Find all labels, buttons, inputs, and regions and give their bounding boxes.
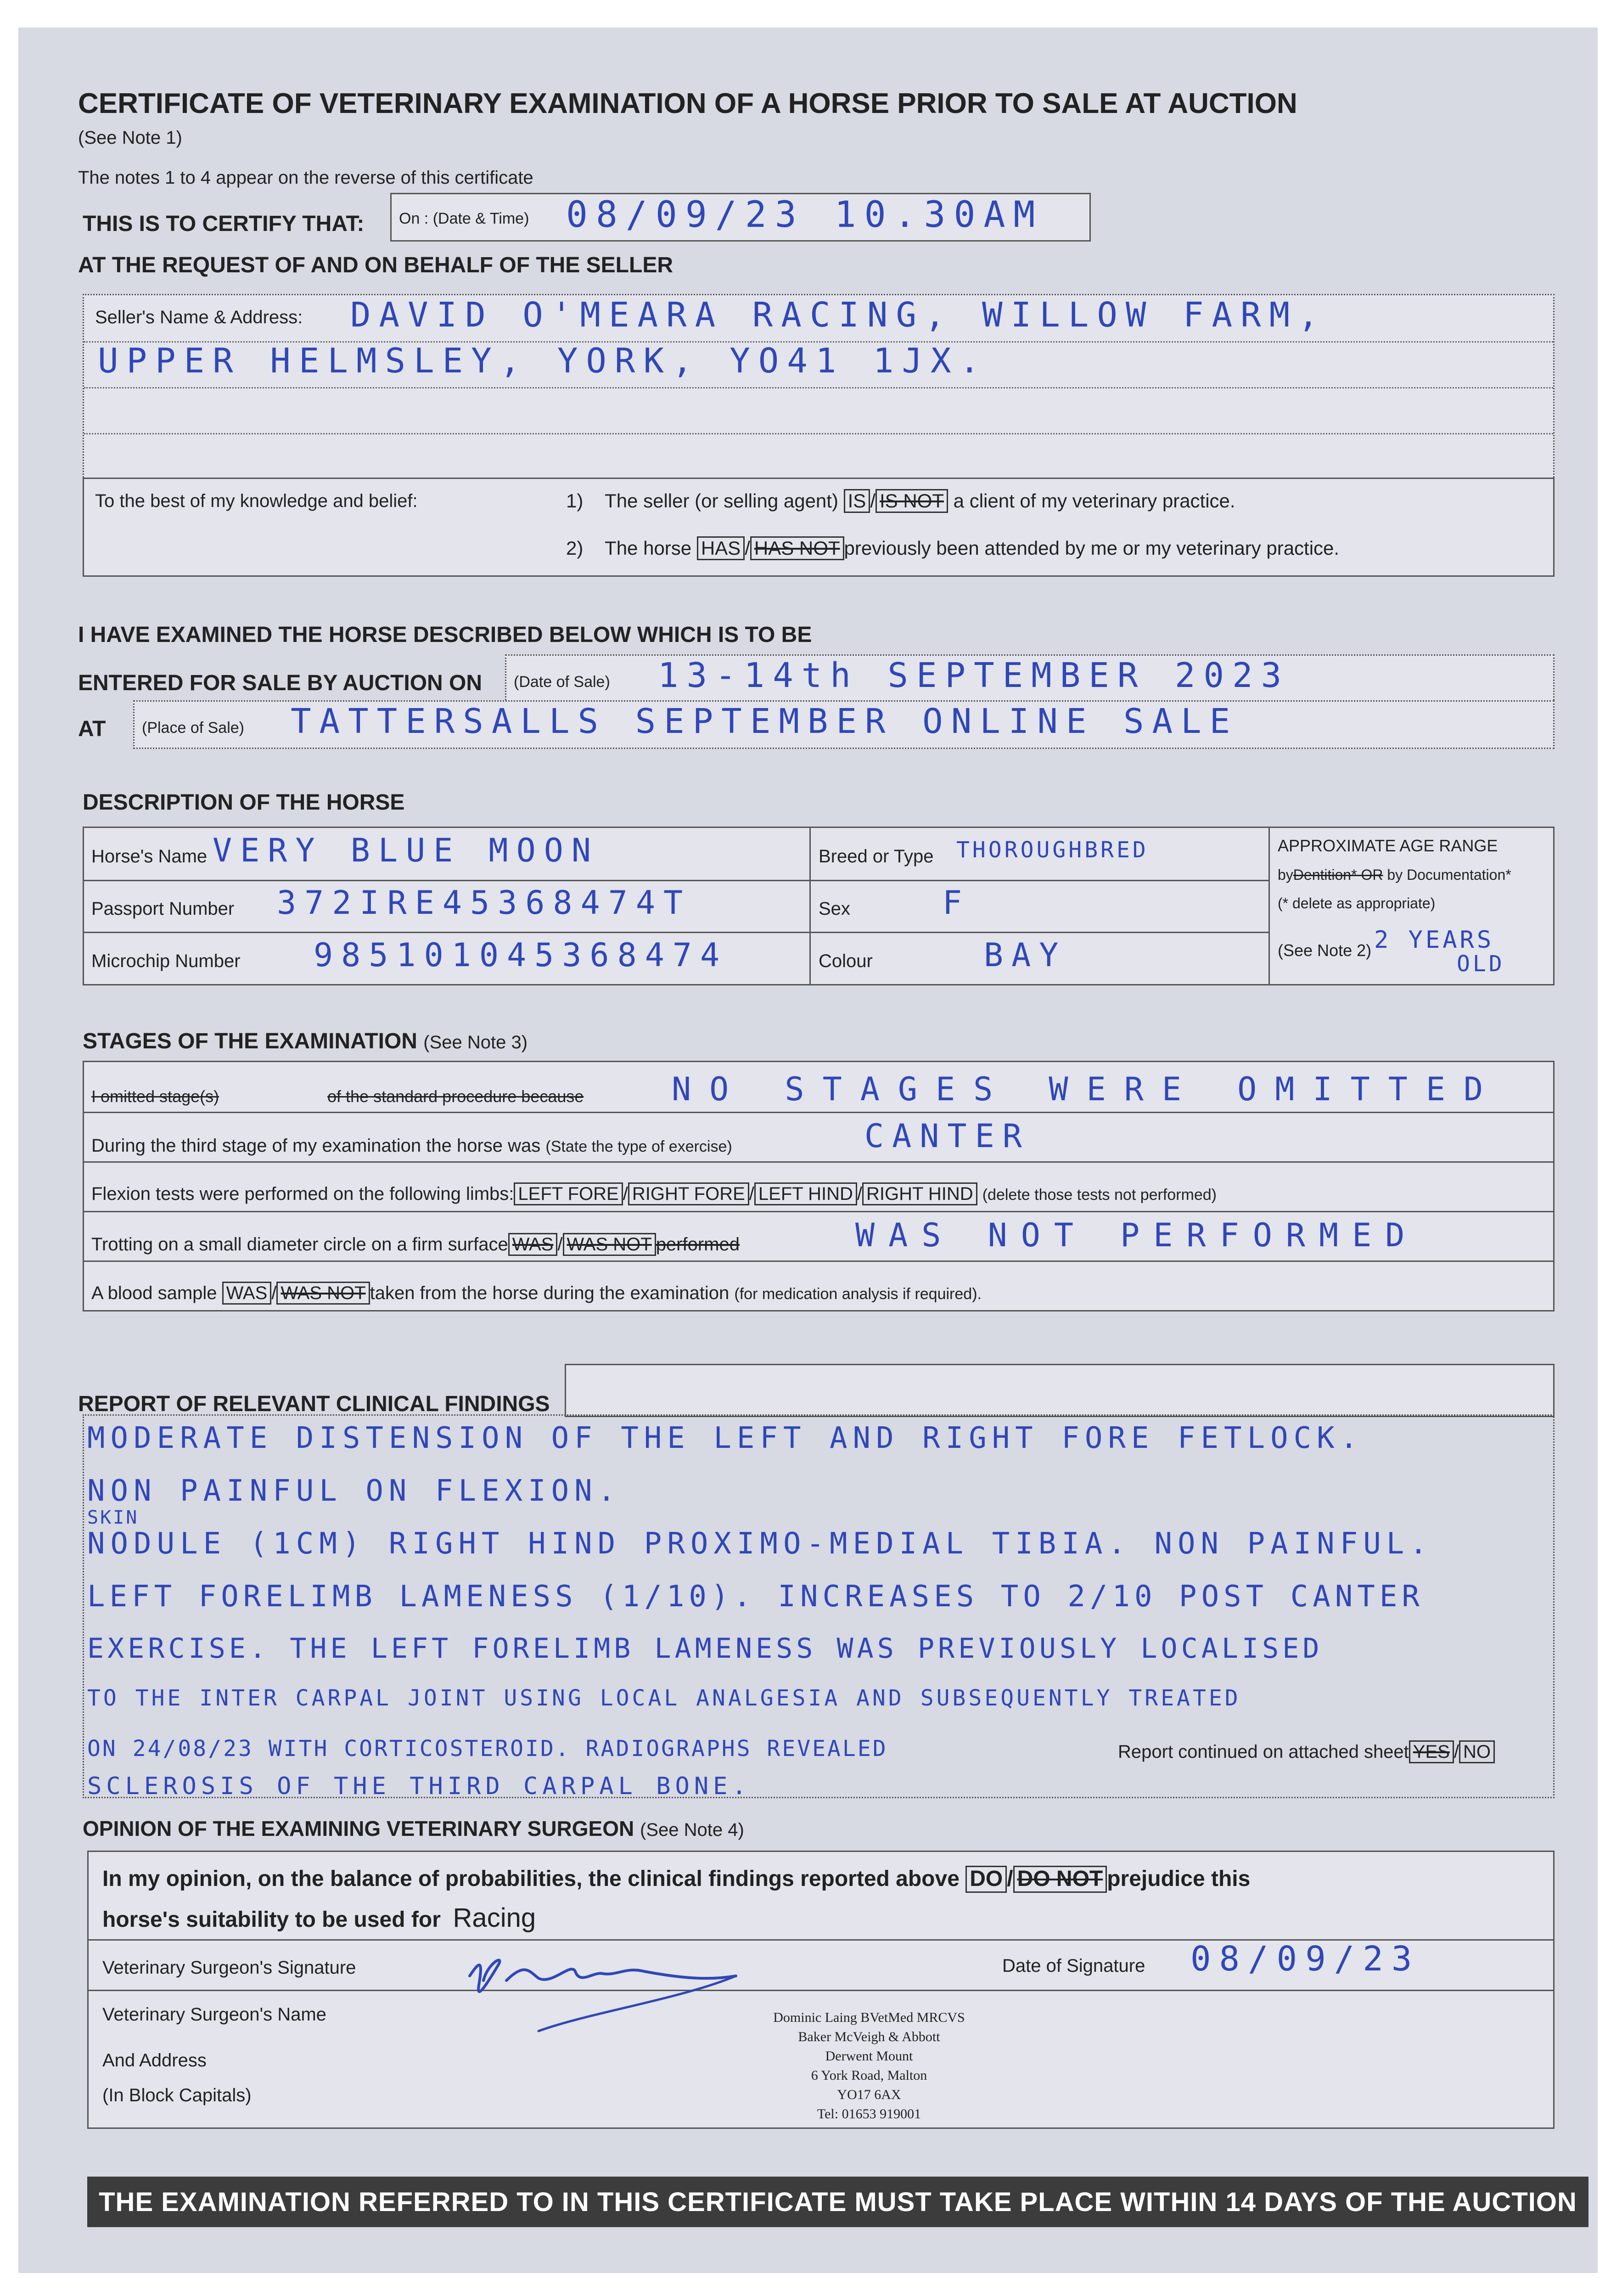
omitted-label-1: I omitted stage(s)	[91, 1087, 219, 1106]
date-of-sale-field[interactable]	[505, 654, 1555, 703]
seller-label: Seller's Name & Address:	[95, 307, 303, 327]
breed-value: THOROUGHBRED	[956, 837, 1149, 863]
has-option[interactable]: HAS	[697, 536, 745, 560]
microchip-value: 985101045368474	[314, 936, 728, 974]
report-skin-note: SKIN	[87, 1507, 139, 1528]
place-of-sale-value: TATTERSALLS SEPTEMBER ONLINE SALE	[291, 702, 1239, 741]
at-label: AT	[78, 717, 106, 741]
stages-heading-row: STAGES OF THE EXAMINATION (See Note 3)	[83, 1029, 528, 1053]
report-heading-box	[565, 1364, 1555, 1417]
belief-2: 2) The horse HAS / HAS NOT previously been attended by me or my veterinary practice.	[566, 536, 1339, 560]
date-time-value: 08/09/23 10.30AM	[566, 194, 1044, 236]
description-heading: DESCRIPTION OF THE HORSE	[83, 790, 405, 815]
report-line-3: NODULE (1CM) RIGHT HIND PROXIMO-MEDIAL TIBIA. NON PAINFUL.	[87, 1527, 1433, 1561]
opinion-do[interactable]: DO	[965, 1866, 1007, 1893]
seller-line2: UPPER HELMSLEY, YORK, YO41 1JX.	[98, 341, 988, 381]
horse-name-value: VERY BLUE MOON	[213, 832, 600, 869]
report-continued: Report continued on attached sheet YES / NO	[1118, 1740, 1495, 1763]
date-of-sale-value: 13-14th SEPTEMBER 2023	[658, 656, 1290, 695]
breed-label: Breed or Type	[819, 846, 934, 867]
opinion-line-2: horse's suitability to be used for Racing	[102, 1903, 536, 1933]
horse-name-label: Horse's Name	[91, 846, 208, 867]
trot-value: WAS NOT PERFORMED	[855, 1216, 1419, 1254]
certificate-sheet	[18, 28, 1598, 2273]
report-line-1: MODERATE DISTENSION OF THE LEFT AND RIGHT FORE FETLOCK.	[87, 1421, 1364, 1455]
date-time-label: On : (Date & Time)	[399, 210, 529, 227]
vet-stamp: Dominic Laing BVetMed MRCVS Baker McVeigh & Abbott Derwent Mount 6 York Road, Malton YO17 6AX Tel: 01653 919001	[773, 2010, 965, 2122]
footer-banner: THE EXAMINATION REFERRED TO IN THIS CERTIFICATE MUST TAKE PLACE WITHIN 14 DAYS OF THE AUCTION	[87, 2177, 1588, 2227]
third-stage-label: During the third stage of my examination the horse was (State the type of exercise)	[91, 1136, 732, 1156]
is-not-option[interactable]: IS NOT	[876, 489, 948, 513]
report-line-7: ON 24/08/23 WITH CORTICOSTEROID. RADIOGRAPHS REVEALED	[87, 1736, 888, 1761]
certificate-title: CERTIFICATE OF VETERINARY EXAMINATION OF A HORSE PRIOR TO SALE AT AUCTION	[78, 88, 1297, 119]
see-note-1: (See Note 1)	[78, 128, 182, 148]
third-stage-value: CANTER	[864, 1117, 1030, 1155]
entered-label: ENTERED FOR SALE BY AUCTION ON	[78, 671, 483, 695]
belief-1: 1) The seller (or selling agent) IS / IS NOT a client of my veterinary practice.	[566, 489, 1235, 513]
passport-value: 372IRE45368474T	[277, 884, 691, 922]
examined-label: I HAVE EXAMINED THE HORSE DESCRIBED BELOW WHICH IS TO BE	[78, 623, 812, 647]
place-of-sale-label: (Place of Sale)	[142, 719, 244, 737]
date-of-signature-label: Date of Signature	[1002, 1956, 1145, 1976]
horse-description-table	[83, 827, 1555, 985]
signature-label: Veterinary Surgeon's Signature	[102, 1958, 356, 1978]
report-line-8: SCLEROSIS OF THE THIRD CARPAL BONE.	[87, 1773, 751, 1800]
age-value-1: 2 YEARS	[1374, 926, 1494, 954]
colour-label: Colour	[819, 951, 873, 971]
report-line-5: EXERCISE. THE LEFT FORELIMB LAMENESS WAS PREVIOUSLY LOCALISED	[87, 1632, 1323, 1665]
belief-label: To the best of my knowledge and belief:	[95, 491, 418, 511]
flexion-right-hind[interactable]: RIGHT HIND	[862, 1182, 977, 1205]
dentition-option[interactable]: Dentition* OR	[1293, 867, 1383, 883]
opinion-use-value: Racing	[453, 1903, 536, 1933]
belief-box	[83, 478, 1555, 577]
trot-was-not[interactable]: WAS NOT	[563, 1233, 656, 1256]
opinion-do-not[interactable]: DO NOT	[1013, 1866, 1107, 1893]
date-of-sale-label: (Date of Sale)	[514, 673, 610, 691]
documentation-option[interactable]: by Documentation*	[1387, 867, 1511, 883]
age-method: byDentition* OR by Documentation*	[1278, 867, 1511, 883]
vet-address-label: And Address	[102, 2050, 207, 2071]
continued-yes[interactable]: YES	[1409, 1740, 1454, 1763]
report-line-2: NON PAINFUL ON FLEXION.	[87, 1474, 621, 1508]
blood-row: A blood sample WAS / WAS NOT taken from the horse during the examination (for medication analysis if required).	[91, 1282, 982, 1305]
age-heading: APPROXIMATE AGE RANGE	[1278, 836, 1498, 855]
flexion-left-fore[interactable]: LEFT FORE	[514, 1182, 623, 1205]
flexion-row: Flexion tests were performed on the following limbs: LEFT FORE / RIGHT FORE / LEFT HIND / RIGHT HIND (delete those tests not performed)	[91, 1182, 1217, 1205]
vet-name-label: Veterinary Surgeon's Name	[102, 2004, 326, 2025]
date-of-signature-value: 08/09/23	[1190, 1939, 1420, 1979]
sex-label: Sex	[819, 899, 850, 919]
passport-label: Passport Number	[91, 899, 235, 919]
report-heading: REPORT OF RELEVANT CLINICAL FINDINGS	[78, 1392, 550, 1416]
place-of-sale-field[interactable]	[133, 700, 1555, 749]
opinion-heading-row: OPINION OF THE EXAMINING VETERINARY SURGEON (See Note 4)	[83, 1817, 744, 1840]
opinion-line-1: In my opinion, on the balance of probabilities, the clinical findings reported above DO / DO NOT prejudice this	[102, 1866, 1250, 1893]
opinion-box	[87, 1851, 1555, 2129]
is-option[interactable]: IS	[844, 489, 870, 513]
report-line-4: LEFT FORELIMB LAMENESS (1/10). INCREASES TO 2/10 POST CANTER	[87, 1580, 1424, 1614]
blood-was[interactable]: WAS	[222, 1282, 272, 1305]
flexion-left-hind[interactable]: LEFT HIND	[754, 1182, 857, 1205]
trot-row: Trotting on a small diameter circle on a firm surface WAS / WAS NOT performed	[91, 1233, 740, 1256]
omitted-value: NO STAGES WERE OMITTED	[672, 1070, 1502, 1108]
microchip-label: Microchip Number	[91, 951, 241, 971]
report-line-6: TO THE INTER CARPAL JOINT USING LOCAL ANALGESIA AND SUBSEQUENTLY TREATED	[87, 1685, 1241, 1711]
seller-box	[83, 294, 1555, 480]
omitted-label-2: of the standard procedure because	[327, 1087, 584, 1106]
seller-line1: DAVID O'MEARA RACING, WILLOW FARM,	[350, 295, 1327, 335]
vet-block-label: (In Block Capitals)	[102, 2085, 252, 2105]
notes-line: The notes 1 to 4 appear on the reverse of this certificate	[78, 168, 533, 188]
trot-was[interactable]: WAS	[508, 1233, 558, 1256]
continued-no[interactable]: NO	[1459, 1740, 1495, 1763]
certify-label: THIS IS TO CERTIFY THAT:	[83, 212, 365, 236]
flexion-right-fore[interactable]: RIGHT FORE	[628, 1182, 749, 1205]
sex-value: F	[943, 884, 971, 922]
stages-table	[83, 1061, 1555, 1311]
has-not-option[interactable]: HAS NOT	[750, 536, 844, 560]
age-value-2: OLD	[1457, 951, 1505, 977]
blood-was-not[interactable]: WAS NOT	[276, 1282, 370, 1305]
colour-value: BAY	[984, 936, 1067, 974]
age-see-note: (See Note 2)	[1278, 941, 1372, 960]
request-label: AT THE REQUEST OF AND ON BEHALF OF THE SELLER	[78, 253, 673, 277]
date-time-field[interactable]	[390, 193, 1091, 242]
age-delete-note: (* delete as appropriate)	[1278, 895, 1436, 912]
